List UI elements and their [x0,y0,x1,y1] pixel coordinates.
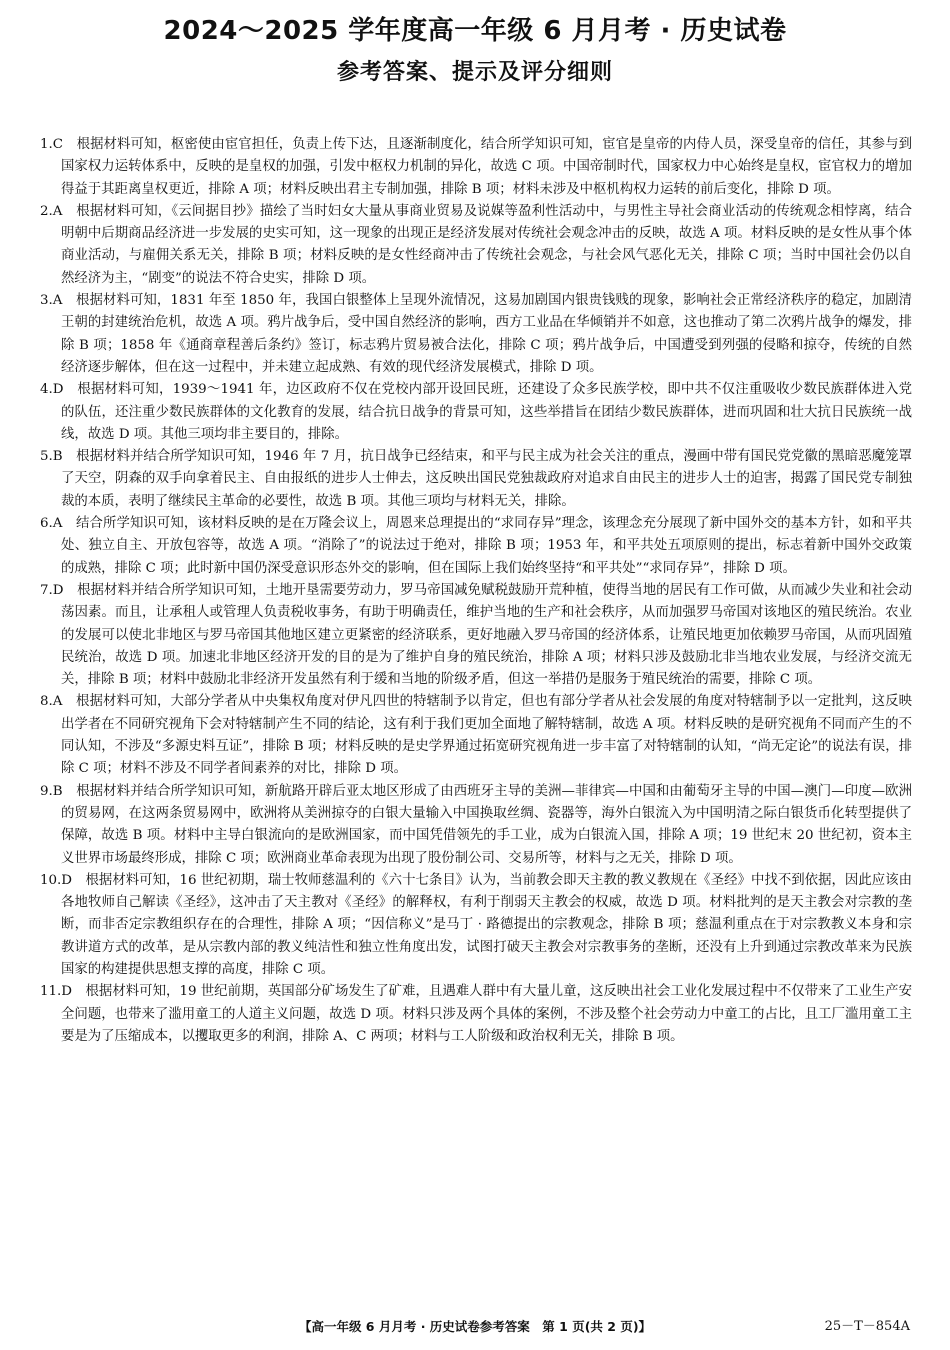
answer-number: 8.A [40,694,63,710]
page-footer [0,1316,950,1338]
answer-number: 2.A [40,203,63,219]
footer-paper-code: 25－T－854A [824,1319,910,1334]
answer-number: 11.D [40,984,73,1000]
answer-number: 1.C [40,137,64,152]
answer-explanation: 根据材料并结合所学知识可知，1946 年 7 月，抗日战争已经结束，和平与民主成为社会关注的重点，漫画中带有国民党党徽的黑暗恶魔笼罩了天空，阴森的双手向拿着民主、自由报纸的进步人士伸去，这反映出国民党独裁政府对追求自由民主的进步人士的迫害，揭露了国民党专制独裁的本质，表明了继续民主革命的必要性，故选 B 项。其他三项均与材料无关，排除。 [61,449,913,509]
answer-explanation: 根据材料可知，16 世纪初期，瑞士牧师慈温利的《六十七条目》认为，当前教会即天主教的教义教规在《圣经》中找不到依据，因此应该由各地牧师自己解读《圣经》，这冲击了天主教对《圣经》的解释权，有利于削弱天主教会的权威，故选 D 项。材料批判的是天主教会对宗教的垄断，而非否定宗教组织存在的合理性，排除 A 项；“因信称义”是马丁 · 路德提出的宗教观念，排除 B 项；慈温利重点在于对宗教教义本身和宗教讲道方式的改革，是从宗教内部的教义纯洁性和独立性角度出发，试图打破天主教会对宗教事务的垄断，还没有上升到通过宗教改革来为民族国家的构建提供思想支撑的高度，排除 C 项。 [61,872,912,977]
answer-explanation: 根据材料可知，19 世纪前期，英国部分矿场发生了矿难，且遇难人群中有大量儿童，这反映出社会工业化发展过程中不仅带来了工业生产安全问题，也带来了滥用童工的人道主义问题，故选 D 项。材料只涉及两个具体的案例，不涉及整个社会劳动力中童工的占比，且工厂滥用童工主要是为了压缩成本，以攫取更多的利润，排除 A、C 两项；材料与工人阶级和政治权利无关，排除 B 项。 [61,984,912,1044]
answer-explanation: 根据材料可知，大部分学者从中央集权角度对伊凡四世的特辖制予以肯定，但也有部分学者从社会发展的角度对特辖制予以一定批判，这反映出学者在不同研究视角下会对特辖制产生不同的结论，这有利于我们更加全面地了解特辖制，故选 A 项。材料反映的是研究视角不同而产生的不同认知，不涉及“多源史料互证”，排除 B 项；材料反映的是史学界通过拓宽研究视角进一步丰富了对特辖制的认知，“尚无定论”的说法有误，排除 C 项；材料不涉及不同学者间素养的对比，排除 D 项。 [61,694,913,777]
answer-item-5 [40,446,912,513]
answer-explanation: 根据材料可知，《云间据目抄》描绘了当时妇女大量从事商业贸易及说媒等盈利性活动中，与男性主导社会商业活动的传统观念相悖离，结合明朝中后期商品经济进一步发展的史实可知，这一现象的出现正是经济发展对传统社会观念冲击的反映，故选 A 项。材料反映的是女性从事个体商业活动，与雇佣关系无关，排除 B 项；材料反映的是女性经商冲击了传统社会观念，与社会风气恶化无关，排除 C 项；当时中国社会仍以自然经济为主，“剧变”的说法不符合史实，排除 D 项。 [61,203,913,286]
answer-number: 6.A [40,516,63,532]
answer-item-1 [40,134,912,201]
page-title: 2024～2025 学年度高一年级 6 月月考 · 历史试卷 [163,16,787,46]
answer-item-8 [40,691,912,780]
answer-explanation: 结合所学知识可知，该材料反映的是在万隆会议上，周恩来总理提出的“求同存异”理念，该理念充分展现了新中国外交的基本方针，如和平共处、独立自主、开放包容等，故选 A 项。“消除了”的说法过于绝对，排除 B 项；1953 年，和平共处五项原则的提出，标志着新中国外交政策的成熟，排除 C 项；此时新中国仍深受意识形态外交的影响，但在国际上我们始终坚持“和平共处”“求同存异”，排除 D 项。 [61,516,913,576]
answer-item-4 [40,379,912,446]
answer-item-6 [40,513,912,580]
answer-item-7 [40,580,912,691]
answer-number: 5.B [40,449,63,465]
answer-list [40,134,912,1048]
answer-number: 4.D [40,382,64,398]
answer-item-9 [40,781,912,870]
answer-explanation: 根据材料可知，1939～1941 年，边区政府不仅在党校内部开设回民班，还建设了众多民族学校，即中共不仅注重吸收少数民族群体进入党的队伍，还注重少数民族群体的文化教育的发展，结合抗日战争的背景可知，这些举措旨在团结少数民族群体，进而巩固和壮大抗日民族统一战线，故选 D 项。其他三项均非主要目的，排除。 [61,382,912,442]
answer-number: 9.B [40,783,63,799]
answer-item-11 [40,981,912,1048]
footer-page-info: 【高一年级 6 月月考 · 历史试卷参考答案 第 1 页(共 2 页)】 [298,1319,652,1334]
answer-number: 3.A [40,293,63,309]
answer-number: 7.D [40,582,64,598]
answer-item-3 [40,290,912,379]
answer-number: 10.D [40,872,73,888]
page-subtitle: 参考答案、提示及评分细则 [336,60,613,85]
answer-explanation: 根据材料并结合所学知识可知，新航路开辟后亚太地区形成了由西班牙主导的美洲—菲律宾—中国和由葡萄牙主导的中国—澳门—印度—欧洲的贸易网，在这两条贸易网中，欧洲将从美洲掠夺的白银大量输入中国换取丝绸、瓷器等，海外白银流入为中国明清之际白银货币化转型提供了保障，故选 B 项。材料中主导白银流向的是欧洲国家，而中国凭借领先的手工业，成为白银流入国，排除 A 项；19 世纪末 20 世纪初，资本主义世界市场最终形成，排除 C 项；欧洲商业革命表现为出现了股份制公司、交易所等，材料与之无关，排除 D 项。 [61,783,913,866]
answer-item-2 [40,201,912,290]
answer-explanation: 根据材料可知，枢密使由宦官担任，负责上传下达，且逐渐制度化，结合所学知识可知，宦官是皇帝的内侍人员，深受皇帝的信任，其参与到国家权力运转体系中，反映的是皇权的加强，引发中枢权力机制的异化，故选 C 项。中国帝制时代，国家权力中心始终是皇权，宦官权力的增加得益于其距离皇权更近，排除 A 项；材料反映出君主专制加强，排除 B 项；材料未涉及中枢机构权力运转的前后变化，排除 D 项。 [61,137,912,197]
answer-explanation: 根据材料可知，1831 年至 1850 年，我国白银整体上呈现外流情况，这易加剧国内银贵钱贱的现象，影响社会正常经济秩序的稳定，加剧清王朝的封建统治危机，故选 A 项。鸦片战争后，受中国自然经济的影响，西方工业品在华倾销并不如意，这也推动了第二次鸦片战争的爆发，排除 B 项；1858 年《通商章程善后条约》签订，标志鸦片贸易被合法化，排除 C 项；鸦片战争后，中国遭受到列强的侵略和掠夺，传统的自然经济逐步解体，但在这一过程中，并未建立起成熟、有效的现代经济发展模式，排除 D 项。 [61,293,913,375]
answer-item-10 [40,870,912,981]
answer-explanation: 根据材料并结合所学知识可知，土地开垦需要劳动力，罗马帝国减免赋税鼓励开荒种植，使得当地的居民有工作可做，从而减少失业和社会动荡因素。而且，让承租人或管理人负责税收事务，有助于明确责任，维护当地的生产和社会秩序，从而加强罗马帝国对该地区的殖民统治。农业的发展可以使北非地区与罗马帝国其他地区建立更紧密的经济联系，更好地融入罗马帝国的经济体系，让殖民地更加依赖罗马帝国，从而巩固殖民统治，故选 D 项。加速北非地区经济开发的目的是为了维护自身的殖民统治，排除 A 项；材料只涉及鼓励北非当地农业发展，与经济交流无关，排除 B 项；材料中鼓励北非经济开发虽然有利于缓和当地的阶级矛盾，但这一举措仍是服务于殖民统治的需要，排除 C 项。 [61,582,912,688]
